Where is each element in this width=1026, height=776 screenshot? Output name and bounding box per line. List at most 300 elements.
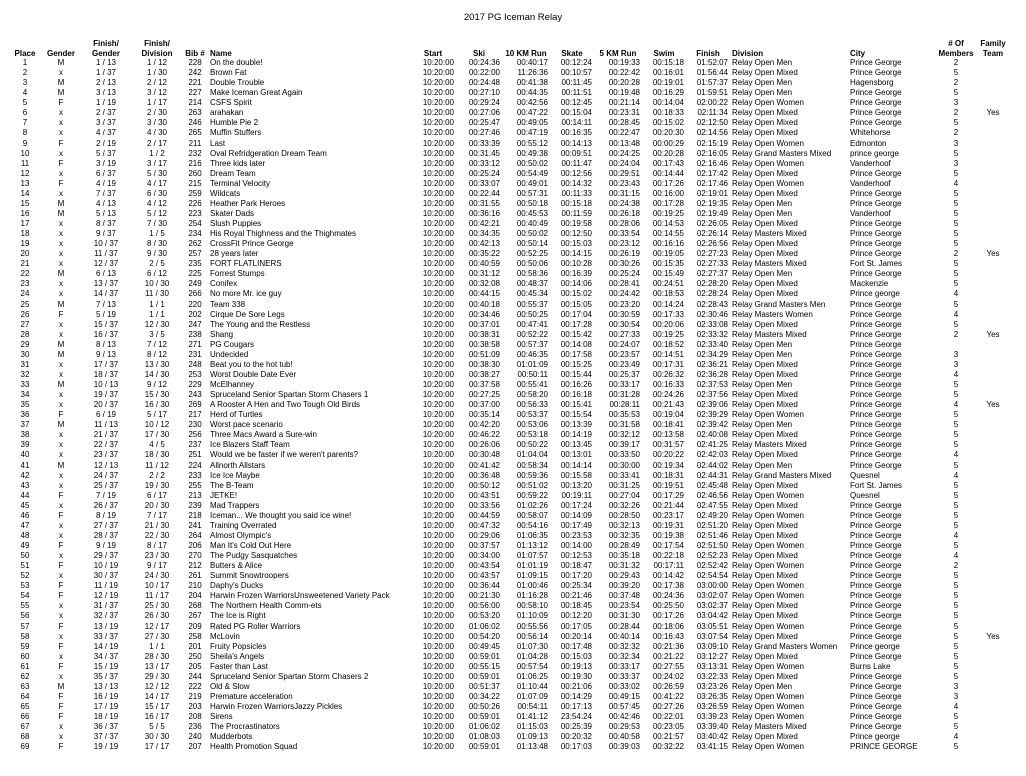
cell-members: 3	[953, 691, 959, 701]
cell-members: 4	[953, 732, 959, 742]
cell-skate: 00:14:14	[560, 460, 592, 470]
cell-place: 67	[20, 722, 30, 732]
table-row	[8, 601, 1010, 611]
cell-skate: 00:13:45	[560, 440, 592, 450]
cell-finish-gender: 5 / 19	[95, 309, 116, 319]
cell-city: Vanderhoof	[850, 208, 891, 218]
cell-run-10km: 00:50:06	[516, 259, 548, 269]
cell-start: 10:20:00	[422, 198, 454, 208]
table-row	[8, 68, 1010, 78]
cell-members: 5	[953, 541, 959, 550]
cell-start: 10:20:00	[422, 641, 454, 651]
cell-finish: 02:51:46	[696, 530, 728, 540]
cell-finish-division: 4 / 5	[149, 440, 165, 450]
cell-gender: x	[59, 359, 63, 369]
cell-name: The Pudgy Sasquatches	[210, 551, 298, 561]
cell-name: Worst Double Date Ever	[210, 369, 297, 379]
cell-city: Prince George	[850, 460, 902, 470]
cell-finish-division: 14 / 17	[144, 691, 170, 701]
cell-swim: 00:17:31	[652, 359, 684, 369]
cell-finish-division: 3 / 17	[146, 158, 167, 168]
cell-family-team	[976, 471, 1010, 481]
cell-city: Prince George	[850, 681, 902, 691]
cell-division: Relay Open Mixed	[732, 390, 798, 400]
cell-family-team	[976, 219, 1010, 229]
cell-start: 10:20:00	[422, 651, 454, 661]
cell-run-5km: 00:25:37	[608, 369, 640, 379]
cell-run-5km: 00:24:07	[608, 339, 640, 349]
cell-place: 59	[20, 641, 30, 651]
cell-ski: 00:37:58	[468, 380, 500, 389]
cell-place: 52	[20, 571, 30, 581]
cell-start: 10:20:00	[422, 410, 454, 420]
cell-start: 10:20:00	[422, 349, 454, 359]
cell-city: Prince George	[850, 571, 902, 581]
cell-finish-gender: 4 / 13	[95, 198, 116, 208]
cell-ski: 00:27:10	[468, 88, 500, 98]
cell-finish-gender: 5 / 13	[95, 208, 116, 218]
cell-division: Relay Open Women	[732, 410, 804, 420]
table-row	[8, 320, 1010, 330]
cell-run-5km: 00:24:42	[608, 289, 640, 299]
cell-ski: 00:36:48	[468, 470, 500, 480]
cell-finish: 02:47:55	[696, 500, 728, 510]
cell-finish-gender: 6 / 19	[95, 410, 116, 420]
cell-finish: 02:39:42	[696, 420, 728, 430]
cell-finish-division: 2 / 30	[146, 108, 167, 118]
cell-ski: 00:29:24	[468, 98, 500, 108]
cell-run-5km: 00:32:12	[608, 430, 640, 440]
cell-gender: x	[59, 470, 63, 480]
cell-finish: 03:13:31	[696, 661, 728, 671]
cell-family-team	[976, 259, 1010, 269]
cell-bib: 239	[188, 500, 202, 510]
cell-gender: M	[57, 198, 65, 208]
cell-family-team	[976, 541, 1010, 551]
cell-swim: 00:18:41	[652, 420, 684, 430]
cell-place: 26	[20, 309, 30, 319]
cell-city: Prince George	[850, 329, 902, 339]
cell-place: 15	[20, 198, 30, 208]
cell-bib: 267	[188, 611, 202, 621]
cell-name: Three kids later	[210, 158, 266, 168]
cell-swim: 00:21:36	[652, 641, 684, 651]
cell-finish: 03:02:37	[696, 601, 728, 611]
cell-name: Beat you to the hot tub!	[210, 359, 293, 369]
cell-finish-gender: 29 / 37	[93, 551, 119, 561]
cell-skate: 00:21:06	[560, 681, 592, 691]
cell-division: Relay Open Women	[732, 178, 804, 188]
cell-bib: 243	[188, 390, 202, 400]
cell-run-10km: 00:57:37	[516, 339, 548, 349]
cell-swim: 00:18:31	[652, 470, 684, 480]
cell-family-team	[976, 742, 1010, 752]
cell-run-5km: 00:26:18	[608, 208, 640, 218]
cell-family-team	[976, 320, 1010, 330]
cell-members: 5	[953, 208, 959, 218]
cell-finish-gender: 8 / 19	[95, 510, 116, 520]
cell-skate: 00:20:14	[560, 631, 592, 641]
cell-finish: 03:39:40	[696, 722, 728, 732]
cell-finish: 03:12:27	[696, 651, 728, 661]
cell-finish-division: 2 / 2	[149, 470, 165, 480]
cell-skate: 00:21:46	[560, 591, 592, 601]
cell-swim: 00:17:38	[652, 581, 684, 591]
cell-members	[936, 340, 976, 350]
cell-gender: F	[58, 98, 64, 108]
cell-skate: 00:14:32	[560, 178, 592, 188]
cell-family-team	[976, 581, 1010, 591]
cell-finish-division: 17 / 30	[144, 430, 170, 440]
cell-finish: 02:39:29	[696, 410, 728, 420]
cell-name: Harwin Frozen WarriorsJazzy Pickles	[210, 702, 343, 711]
cell-finish-gender: 21 / 37	[93, 430, 119, 440]
cell-family-team	[976, 380, 1010, 390]
cell-run-5km: 00:49:15	[608, 691, 640, 701]
cell-bib: 224	[188, 460, 202, 470]
cell-name: Undecided	[210, 349, 249, 359]
cell-start: 10:20:00	[422, 681, 454, 691]
cell-bib: 259	[188, 188, 202, 198]
cell-city: Prince George	[850, 500, 902, 510]
cell-finish-division: 24 / 30	[144, 571, 170, 581]
cell-place: 33	[20, 380, 30, 389]
cell-finish-gender: 10 / 37	[93, 239, 119, 249]
cell-name: Cirque De Sore Legs	[210, 309, 285, 319]
cell-finish: 03:23:26	[696, 681, 728, 691]
cell-skate: 00:25:34	[560, 581, 592, 591]
cell-swim: 00:16:29	[652, 88, 684, 98]
cell-run-10km: 00:58:07	[516, 510, 548, 520]
cell-bib: 241	[188, 520, 202, 530]
cell-place: 69	[20, 742, 30, 752]
cell-skate: 00:14:15	[560, 249, 592, 259]
cell-run-10km: 00:49:01	[516, 178, 548, 188]
cell-run-5km: 00:27:33	[608, 329, 640, 339]
cell-ski: 00:33:39	[468, 138, 500, 148]
cell-run-10km: 00:47:41	[516, 319, 548, 329]
table-row	[8, 471, 1010, 481]
cell-members: 5	[953, 571, 959, 581]
cell-run-10km: 00:54:49	[516, 168, 548, 178]
cell-swim: 00:15:35	[652, 259, 684, 269]
cell-gender: F	[58, 490, 64, 500]
cell-run-10km: 00:50:11	[517, 369, 548, 379]
cell-bib: 249	[188, 279, 202, 289]
cell-swim: 00:17:26	[652, 178, 684, 188]
cell-finish: 02:52:23	[696, 551, 728, 561]
cell-bib: 228	[188, 58, 202, 67]
cell-place: 40	[20, 450, 30, 460]
table-row	[8, 642, 1010, 652]
cell-gender: x	[59, 168, 63, 178]
cell-finish-gender: 7 / 19	[95, 490, 116, 500]
cell-bib: 206	[188, 541, 202, 550]
cell-division: Relay Open Mixed	[732, 732, 798, 742]
cell-start: 10:20:00	[422, 138, 454, 148]
cell-swim: 00:17:29	[652, 490, 684, 500]
cell-ski: 00:21:30	[468, 591, 500, 601]
cell-start: 10:20:00	[422, 319, 454, 329]
cell-bib: 209	[188, 621, 202, 631]
cell-skate: 00:12:45	[560, 98, 592, 108]
cell-city: PRINCE GEORGE	[850, 742, 918, 752]
cell-run-10km: 00:53:06	[516, 420, 548, 430]
cell-family-team	[976, 531, 1010, 541]
cell-swim: 00:19:25	[652, 329, 684, 339]
cell-name: arahakan	[210, 108, 244, 118]
cell-name: The Northern Health Comm-ets	[210, 601, 322, 611]
cell-city: Prince George	[850, 309, 902, 319]
cell-start: 10:20:00	[422, 88, 454, 98]
cell-ski: 00:26:06	[468, 440, 500, 450]
cell-members: 3	[953, 98, 959, 108]
cell-start: 10:20:00	[422, 259, 454, 269]
cell-swim: 00:19:04	[652, 410, 684, 420]
cell-run-10km: 00:56:33	[516, 400, 548, 410]
cell-division: Relay Open Mixed	[732, 219, 798, 228]
cell-place: 35	[20, 400, 30, 410]
cell-city: Edmonton	[850, 138, 887, 148]
cell-members: 5	[953, 430, 959, 440]
cell-skate: 00:17:24	[560, 500, 592, 510]
cell-run-5km: 00:32:26	[608, 500, 640, 510]
cell-members: 5	[953, 520, 959, 530]
cell-start: 10:20:00	[422, 329, 454, 339]
cell-gender: M	[57, 460, 65, 470]
cell-ski: 00:54:20	[468, 631, 500, 641]
header-name: Name	[210, 48, 232, 58]
cell-finish-gender: 2 / 37	[95, 108, 116, 118]
cell-finish: 02:33:40	[696, 339, 728, 349]
cell-run-5km: 00:31:28	[608, 390, 640, 400]
cell-family-team	[976, 118, 1010, 128]
cell-run-10km: 00:54:11	[517, 702, 548, 711]
cell-finish-gender: 6 / 13	[95, 269, 116, 279]
cell-members: 5	[953, 611, 959, 621]
cell-division: Relay Open Mixed	[732, 520, 798, 530]
cell-finish-division: 12 / 30	[144, 319, 170, 329]
cell-bib: 203	[188, 702, 202, 711]
cell-swim: 00:27:26	[652, 702, 684, 711]
cell-run-10km: 01:07:30	[516, 641, 548, 651]
cell-bib: 251	[188, 450, 202, 460]
cell-members: 5	[953, 239, 959, 249]
cell-swim: 00:15:18	[652, 58, 684, 67]
cell-members: 5	[953, 490, 959, 500]
cell-skate: 00:17:03	[560, 742, 592, 752]
cell-city: prince george	[850, 148, 899, 158]
cell-city: Fort St. James	[850, 259, 903, 269]
cell-run-10km: 00:40:49	[516, 219, 548, 228]
table-row	[8, 400, 1010, 410]
cell-gender: x	[59, 229, 63, 239]
cell-run-5km: 00:23:43	[608, 178, 640, 188]
cell-run-10km: 00:59:22	[516, 490, 548, 500]
cell-division: Relay Masters Mixed	[732, 440, 807, 450]
cell-members: 4	[953, 289, 959, 299]
cell-name: Oval Refridgeration Dream Team	[210, 148, 327, 158]
cell-run-10km: 00:56:14	[516, 631, 548, 641]
table-row	[8, 340, 1010, 350]
cell-name: Harwin Frozen WarriorsUnsweetened Variety Pack	[210, 591, 390, 601]
cell-ski: 00:46:22	[468, 430, 500, 440]
cell-finish: 03:22:33	[696, 671, 728, 681]
cell-members: 3	[953, 158, 959, 168]
cell-division: Relay Grand Masters Mixed	[732, 470, 832, 480]
cell-city: Prince george	[850, 641, 900, 651]
cell-bib: 214	[188, 98, 202, 108]
cell-bib: 261	[188, 571, 202, 581]
cell-gender: x	[59, 369, 63, 379]
cell-finish: 02:27:37	[696, 269, 728, 279]
cell-family-team: Yes	[986, 108, 1000, 118]
cell-bib: 254	[188, 219, 202, 228]
cell-division: Relay Open Mixed	[732, 400, 798, 410]
cell-finish-gender: 37 / 37	[93, 732, 119, 742]
cell-finish-gender: 13 / 13	[93, 681, 119, 691]
cell-name: Worst pace scenario	[210, 420, 283, 430]
table-row	[8, 249, 1010, 259]
cell-skate: 00:16:39	[560, 269, 592, 279]
cell-place: 66	[20, 712, 30, 722]
cell-family-team	[976, 310, 1010, 320]
cell-run-10km: 00:58:10	[516, 601, 548, 611]
cell-swim: 00:17:28	[652, 198, 684, 208]
cell-finish-gender: 28 / 37	[93, 530, 119, 540]
cell-finish-division: 29 / 30	[144, 671, 170, 681]
cell-family-team	[976, 611, 1010, 621]
cell-place: 34	[20, 390, 30, 400]
table-row	[8, 279, 1010, 289]
cell-division: Relay Open Men	[732, 380, 793, 389]
cell-ski: 00:27:25	[468, 390, 500, 400]
cell-bib: 250	[188, 651, 202, 661]
cell-city: Prince George	[850, 621, 902, 631]
cell-start: 10:20:00	[422, 128, 454, 138]
table-row	[8, 370, 1010, 380]
cell-start: 10:20:00	[422, 369, 454, 379]
cell-skate: 00:14:29	[560, 691, 592, 701]
cell-gender: F	[58, 712, 64, 722]
cell-bib: 260	[188, 168, 202, 178]
cell-members: 5	[953, 68, 959, 78]
cell-city: Prince George	[850, 651, 902, 661]
cell-place: 56	[20, 611, 30, 621]
cell-family-team	[976, 179, 1010, 189]
cell-finish-division: 4 / 30	[146, 128, 167, 138]
cell-finish-division: 1 / 12	[146, 58, 167, 67]
cell-city: Prince George	[850, 88, 902, 98]
cell-run-5km: 00:31:58	[608, 420, 640, 430]
cell-start: 10:20:00	[422, 631, 454, 641]
cell-swim: 00:21:57	[652, 732, 684, 742]
cell-name: A Rooster A Hen and Two Tough Old Birds	[210, 400, 361, 410]
cell-finish-gender: 25 / 37	[93, 480, 119, 490]
cell-run-5km: 00:33:02	[608, 681, 640, 691]
cell-ski: 00:37:57	[468, 541, 500, 550]
results-table	[8, 38, 1010, 752]
table-row	[8, 410, 1010, 420]
cell-division: Relay Grand Masters Men	[732, 299, 826, 309]
cell-ski: 00:22:44	[468, 188, 500, 198]
cell-place: 60	[20, 651, 30, 661]
cell-gender: F	[58, 581, 64, 591]
cell-gender: x	[59, 430, 63, 440]
cell-run-5km: 00:28:11	[609, 400, 640, 410]
cell-city: Prince George	[850, 108, 902, 118]
cell-swim: 00:22:01	[652, 712, 684, 722]
cell-place: 30	[20, 349, 30, 359]
cell-bib: 205	[188, 661, 202, 671]
cell-skate: 00:14:06	[560, 279, 592, 289]
cell-division: Relay Open Mixed	[732, 551, 798, 561]
cell-bib: 219	[188, 691, 202, 701]
cell-ski: 00:59:01	[468, 712, 500, 722]
cell-division: Relay Open Women	[732, 691, 804, 701]
cell-members: 5	[953, 229, 959, 239]
table-row	[8, 350, 1010, 360]
table-row	[8, 88, 1010, 98]
cell-swim: 00:17:33	[652, 309, 684, 319]
cell-finish-gender: 23 / 37	[93, 450, 119, 460]
cell-name: Humble Pie 2	[210, 118, 259, 128]
cell-division: Relay Open Women	[732, 581, 804, 591]
cell-finish-division: 19 / 30	[144, 480, 170, 490]
cell-division: Relay Open Women	[732, 712, 804, 722]
cell-bib: 229	[188, 380, 202, 389]
cell-swim: 00:17:11	[653, 561, 684, 571]
table-row	[8, 169, 1010, 179]
cell-skate: 00:17:05	[560, 621, 592, 631]
cell-run-5km: 00:29:43	[608, 571, 640, 581]
table-row	[8, 521, 1010, 531]
cell-start: 10:20:00	[422, 249, 454, 259]
table-row	[8, 159, 1010, 169]
cell-finish: 02:28:43	[696, 299, 728, 309]
cell-gender: x	[59, 188, 63, 198]
cell-run-5km: 00:33:17	[608, 380, 640, 389]
cell-ski: 00:29:06	[468, 530, 500, 540]
cell-skate: 00:16:35	[560, 128, 592, 138]
cell-run-10km: 01:07:57	[516, 551, 548, 561]
cell-family-team	[976, 692, 1010, 702]
cell-swim: 00:17:54	[652, 541, 684, 550]
cell-city: Prince George	[850, 249, 902, 259]
cell-swim: 00:16:33	[652, 380, 684, 389]
cell-skate: 00:18:45	[560, 601, 592, 611]
cell-finish-division: 26 / 30	[144, 611, 170, 621]
cell-skate: 00:11:45	[561, 78, 592, 88]
cell-finish-division: 1 / 1	[149, 309, 165, 319]
cell-finish-gender: 4 / 37	[95, 128, 116, 138]
cell-finish-division: 14 / 30	[144, 369, 170, 379]
cell-finish: 02:34:29	[696, 349, 728, 359]
cell-run-10km: 00:53:18	[516, 430, 548, 440]
cell-run-5km: 00:32:13	[608, 520, 640, 530]
cell-division: Relay Open Women	[732, 490, 804, 500]
cell-place: 41	[20, 460, 30, 470]
cell-family-team	[976, 551, 1010, 561]
cell-swim: 00:27:55	[652, 661, 684, 671]
cell-finish: 01:59:51	[696, 88, 728, 98]
cell-finish: 02:51:20	[696, 520, 728, 530]
cell-division: Relay Open Women	[732, 541, 804, 550]
cell-run-5km: 00:39:17	[608, 440, 640, 450]
cell-skate: 00:18:47	[560, 561, 592, 571]
cell-skate: 00:14:09	[560, 510, 592, 520]
cell-gender: x	[59, 329, 63, 339]
